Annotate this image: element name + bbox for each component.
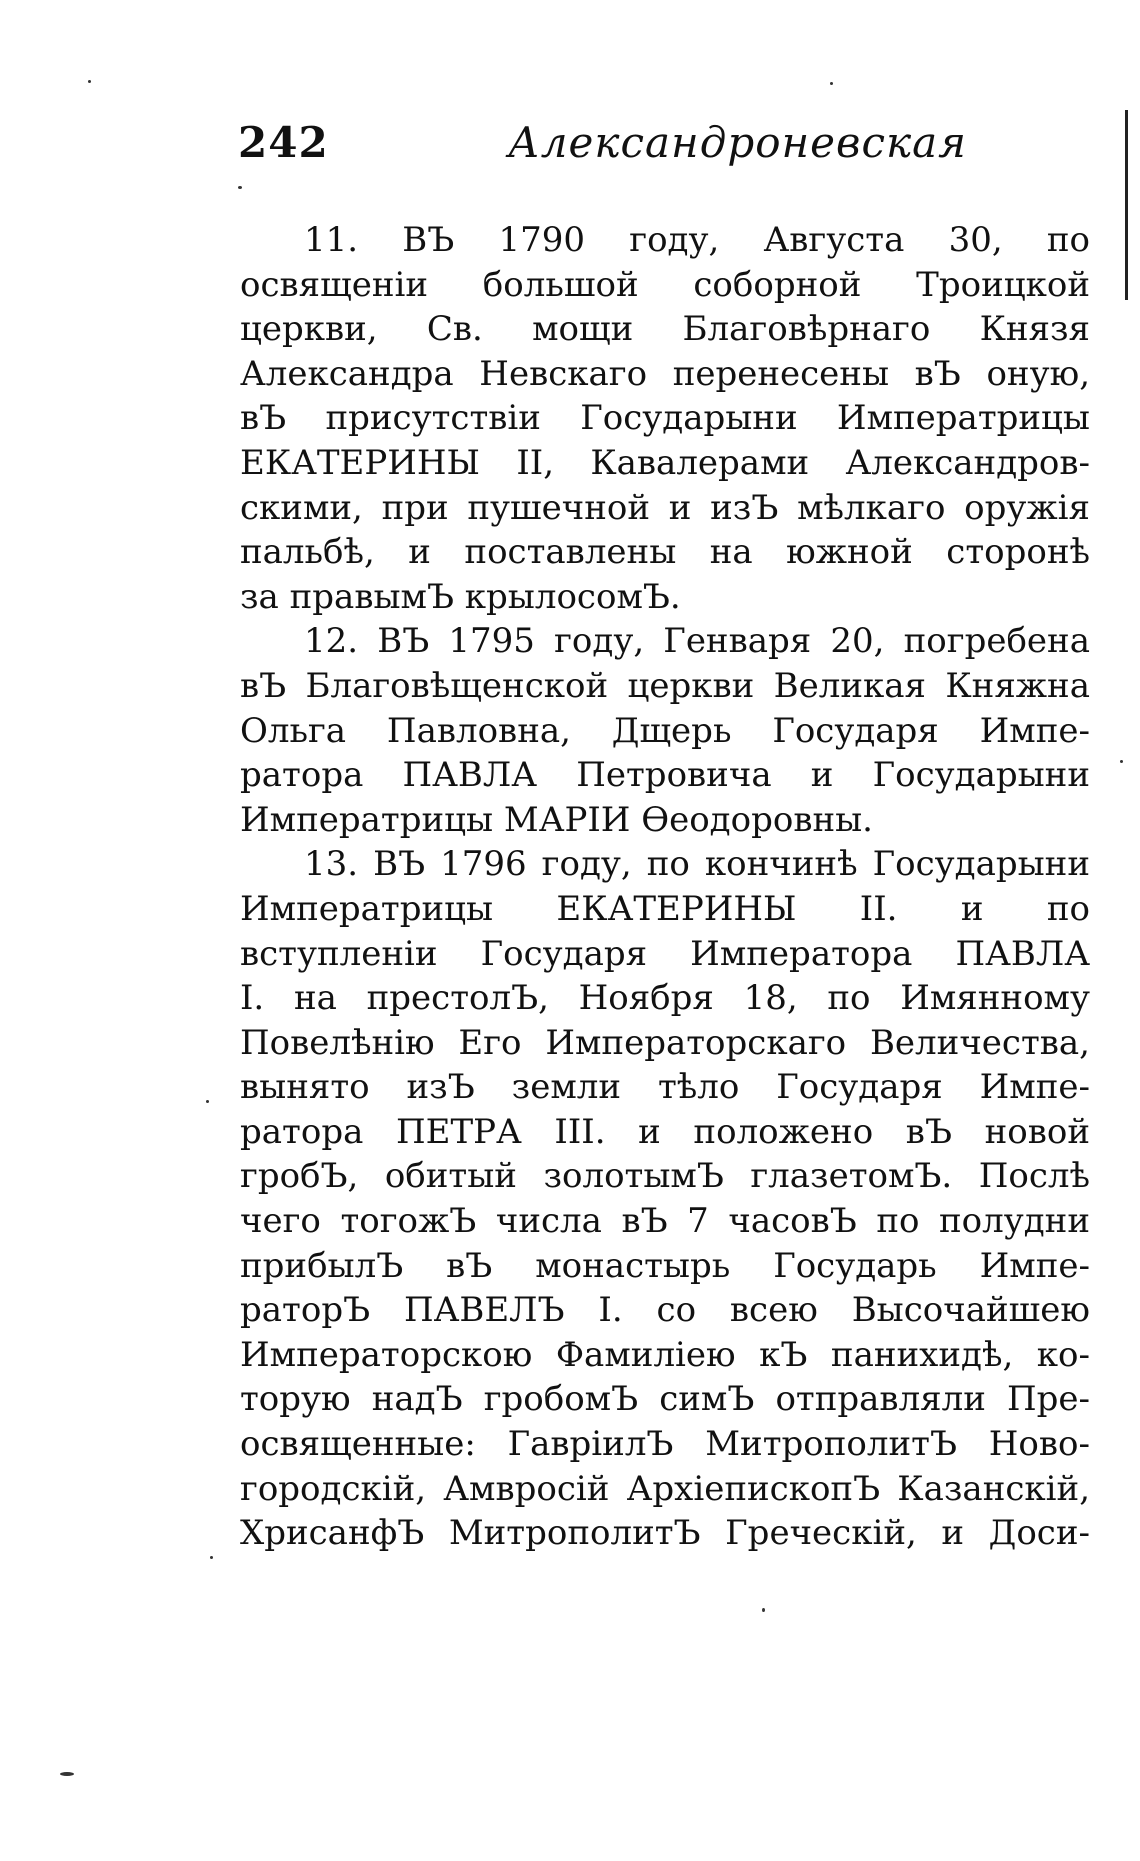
- speck: [60, 1772, 74, 1776]
- text-line: Императорскою Фамиліею кЪ панихидѣ, ко-: [240, 1334, 1090, 1375]
- text-line: вступленіи Государя Императора ПАВЛА: [240, 933, 1090, 974]
- text-line: Ольга Павловна, Дщерь Государя Импе-: [240, 710, 1090, 751]
- text-line: скими, при пушечной и изЪ мѣлкаго оружія: [240, 487, 1090, 528]
- speck: [830, 82, 833, 85]
- text-line: прибылЪ вЪ монастырь Государь Импе-: [240, 1245, 1090, 1286]
- text-line: Императрицы ЕКАТЕРИНЫ II. и по: [240, 888, 1090, 929]
- text-line: чего тогожЪ числа вЪ 7 часовЪ по полудни: [240, 1201, 1090, 1242]
- paragraph-12: [240, 619, 1090, 842]
- speck: [210, 1556, 213, 1559]
- page-header: [238, 118, 1098, 178]
- text-line: вЪ присутствіи Государыни Императрицы: [240, 398, 1090, 439]
- text-line: 11. ВЪ 1790 году, Августа 30, по: [304, 220, 1090, 260]
- text-line: пальбѣ, и поставлены на южной сторонѣ: [240, 532, 1090, 573]
- text-line: освященные: ГавріилЪ МитрополитЪ Ново-: [240, 1424, 1090, 1465]
- text-line: Повелѣнію Его Императорскаго Величества,: [240, 1022, 1090, 1063]
- text-line: городскій, Амвросій АрхіепископЪ Казанскій,: [240, 1468, 1090, 1509]
- paragraph-11: [240, 218, 1090, 619]
- text-line: раторЪ ПАВЕЛЪ I. со всею Высочайшею: [240, 1290, 1090, 1331]
- text-line: 12. ВЪ 1795 году, Генваря 20, погребена: [304, 621, 1090, 662]
- text-line: 13. ВЪ 1796 году, по кончинѣ Государыни: [304, 844, 1090, 885]
- speck: [762, 1608, 765, 1612]
- text-line: за правымЪ крылосомЪ.: [240, 576, 681, 617]
- text-line: I. на престолЪ, Ноября 18, по Имянному: [240, 978, 1090, 1019]
- speck: [88, 80, 91, 83]
- speck: [206, 1100, 209, 1103]
- text-line: ратора ПАВЛА Петровича и Государыни: [240, 755, 1090, 796]
- text-line: торую надЪ гробомЪ симЪ отправляли Пре-: [240, 1379, 1090, 1420]
- speck: [1120, 760, 1123, 763]
- text-line: ХрисанфЪ МитрополитЪ Греческій, и Доси-: [240, 1513, 1090, 1554]
- speck: [238, 186, 242, 189]
- text-line: церкви, Св. мощи Благовѣрнаго Князя: [240, 309, 1090, 350]
- body-text: [240, 218, 1090, 1556]
- running-title: Александроневская: [508, 118, 967, 167]
- page-number: 242: [238, 118, 329, 167]
- paragraph-13: [240, 842, 1090, 1556]
- text-line: вынято изЪ земли тѣло Государя Импе-: [240, 1067, 1090, 1108]
- page-edge-mark: [1125, 110, 1128, 300]
- text-line: ЕКАТЕРИНЫ II, Кавалерами Александров-: [240, 442, 1090, 483]
- text-line: Александра Невскаго перенесены вЪ оную,: [240, 353, 1090, 394]
- text-line: ратора ПЕТРА III. и положено вЪ новой: [240, 1111, 1090, 1152]
- text-line: освященіи большой соборной Троицкой: [240, 264, 1090, 305]
- text-line: гробЪ, обитый золотымЪ глазетомЪ. Послѣ: [240, 1156, 1090, 1197]
- text-line: Императрицы МАРІИ Ѳеодоровны.: [240, 799, 873, 840]
- text-line: вЪ Благовѣщенской церкви Великая Княжна: [240, 665, 1090, 706]
